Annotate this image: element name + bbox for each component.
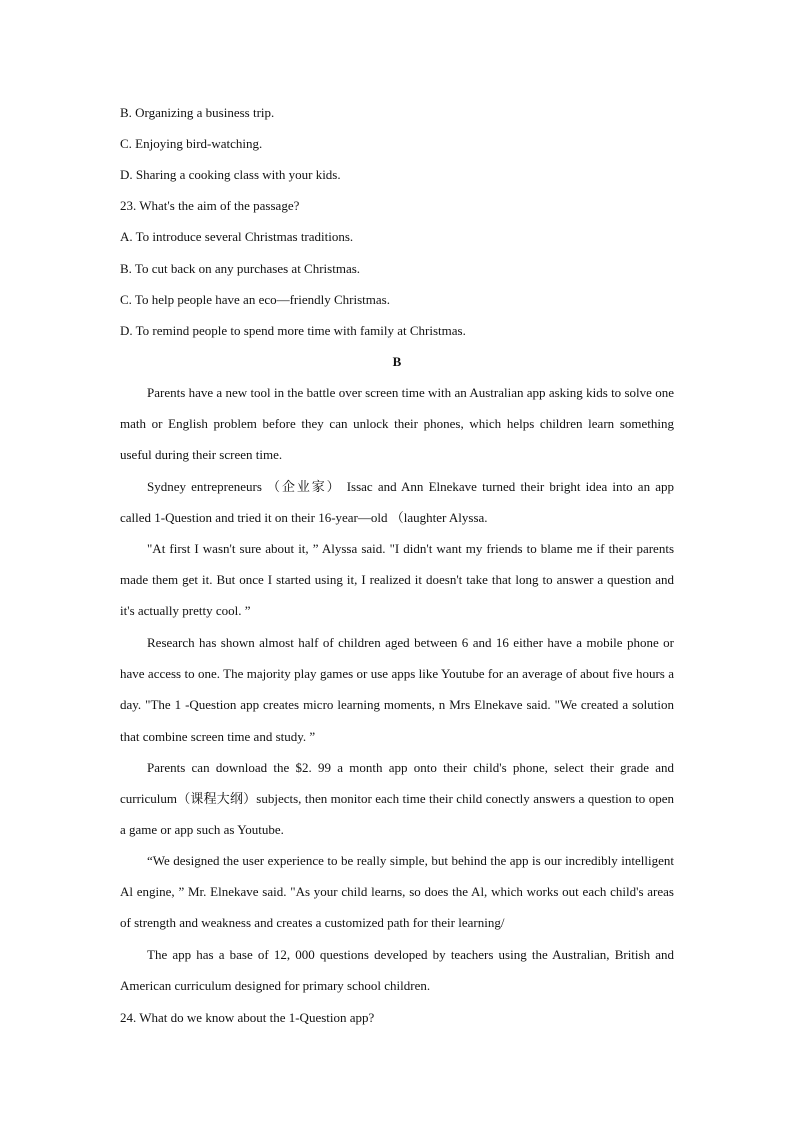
paragraph-7: The app has a base of 12, 000 questions developed by teachers using the Australian, British and American curriculum designed for primary school children. <box>120 947 674 994</box>
q23-option-d: D. To remind people to spend more time with family at Christmas. <box>120 323 466 338</box>
paragraph-6: “We designed the user experience to be really simple, but behind the app is our incredibly intelligent Al engine, ” Mr. Elnekave said. "As your child learns, so does the Al, which works out each child's areas of strength and weakness and creates a customized path for their learning/ <box>120 853 674 931</box>
paragraph-5: Parents can download the $2. 99 a month app onto their child's phone, select their grade and curriculum（课程大纲）subjects, then monitor each time their child conectly answers a question to open a game or app such as Youtube. <box>120 760 674 838</box>
q22-option-d: D. Sharing a cooking class with your kids. <box>120 167 341 182</box>
q23-option-c: C. To help people have an eco—friendly Christmas. <box>120 292 390 307</box>
q23-option-a: A. To introduce several Christmas traditions. <box>120 229 354 244</box>
paragraph-4: Research has shown almost half of children aged between 6 and 16 either have a mobile phone or have access to one. The majority play games or use apps like Youtube for an average of about five hours a day. "The 1 -Question app creates micro learning moments, n Mrs Elnekave said. "We created a solution that combine screen time and study. ” <box>120 635 674 744</box>
paragraph-1: Parents have a new tool in the battle over screen time with an Australian app asking kids to solve one math or English problem before they can unlock their phones, which helps children learn something useful during their screen time. <box>120 385 674 463</box>
q23-question: 23. What's the aim of the passage? <box>120 198 300 213</box>
paragraph-3: "At first I wasn't sure about it, ” Alyssa said. "I didn't want my friends to blame me if their parents made them get it. But once I started using it, I realized it doesn't take that long to answer a question and it's actually pretty cool. ” <box>120 541 674 619</box>
q22-option-c: C. Enjoying bird-watching. <box>120 136 263 151</box>
q22-option-b: B. Organizing a business trip. <box>120 105 275 120</box>
paragraph-2: Sydney entrepreneurs （企业家） Issac and Ann Elnekave turned their bright idea into an app called 1-Question and tried it on their 16-year—old （laughter Alyssa. <box>120 479 674 526</box>
q23-option-b: B. To cut back on any purchases at Christmas. <box>120 261 361 276</box>
q24-question: 24. What do we know about the 1-Question app? <box>120 1010 375 1025</box>
section-b-heading: B <box>392 354 402 369</box>
